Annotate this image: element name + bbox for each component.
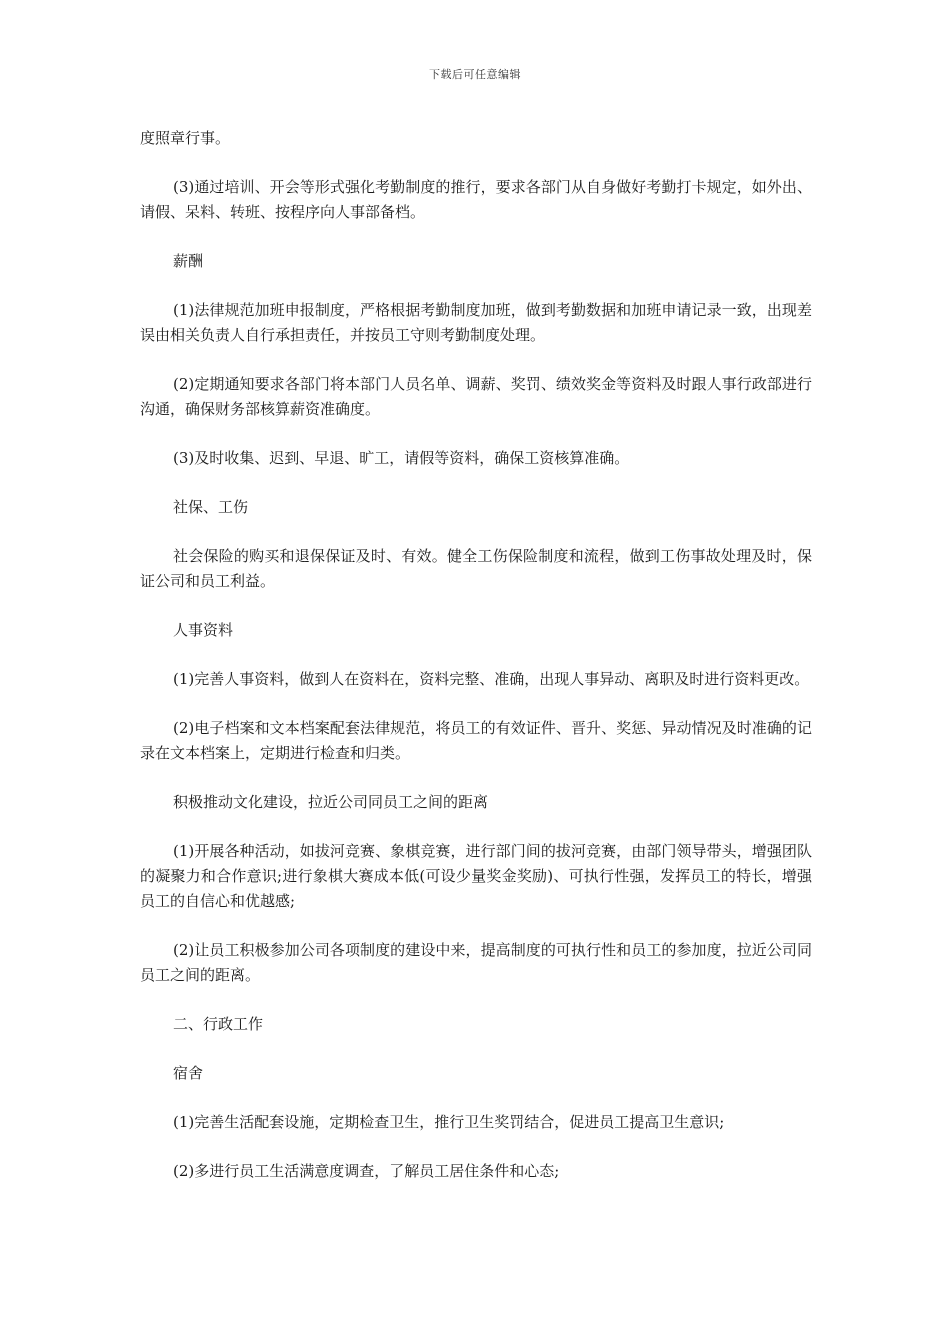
section-heading-salary: 薪酬 [173, 252, 204, 270]
document-body [140, 126, 812, 1208]
paragraph-salary-item-2: (2)定期通知要求各部门将本部门人员名单、调薪、奖罚、绩效奖金等资料及时跟人事行政部进行沟通，确保财务部核算薪资准确度。 [140, 375, 812, 418]
paragraph-salary-item-3: (3)及时收集、迟到、早退、旷工，请假等资料，确保工资核算准确。 [173, 449, 630, 467]
section-heading-culture: 积极推动文化建设，拉近公司同员工之间的距离 [173, 793, 489, 811]
paragraph-continuation: 度照章行事。 [140, 129, 231, 147]
paragraph-salary-item-1: (1)法律规范加班申报制度，严格根据考勤制度加班，做到考勤数据和加班申请记录一致，出现差误由相关负责人自行承担责任，并按员工守则考勤制度处理。 [140, 301, 812, 344]
paragraph-social-insurance: 社会保险的购买和退保保证及时、有效。健全工伤保险制度和流程，做到工伤事故处理及时，保证公司和员工利益。 [140, 547, 812, 590]
paragraph-culture-item-1: (1)开展各种活动，如拔河竞赛、象棋竞赛，进行部门间的拔河竞赛，由部门领导带头，增强团队的凝聚力和合作意识;进行象棋大赛成本低(可设少量奖金奖励)、可执行性强，发挥员工的特长，增强员工的自信心和优越感; [140, 842, 812, 910]
section-heading-personnel-records: 人事资料 [173, 621, 234, 639]
paragraph-dormitory-item-1: (1)完善生活配套设施，定期检查卫生，推行卫生奖罚结合，促进员工提高卫生意识; [173, 1113, 725, 1131]
paragraph-records-item-2: (2)电子档案和文本档案配套法律规范，将员工的有效证件、晋升、奖惩、异动情况及时准确的记录在文本档案上，定期进行检查和归类。 [140, 719, 812, 762]
section-heading-dormitory: 宿舍 [173, 1064, 204, 1082]
paragraph-dormitory-item-2: (2)多进行员工生活满意度调查，了解员工居住条件和心态; [173, 1162, 560, 1180]
paragraph-records-item-1: (1)完善人事资料，做到人在资料在，资料完整、准确，出现人事异动、离职及时进行资料更改。 [173, 670, 810, 688]
section-heading-social-insurance: 社保、工伤 [173, 498, 249, 516]
page-header: 下载后可任意编辑 [429, 68, 521, 81]
paragraph-attendance-item-3: (3)通过培训、开会等形式强化考勤制度的推行，要求各部门从自身做好考勤打卡规定，如外出、请假、呆料、转班、按程序向人事部备档。 [140, 178, 812, 221]
paragraph-culture-item-2: (2)让员工积极参加公司各项制度的建设中来，提高制度的可执行性和员工的参加度，拉近公司同员工之间的距离。 [140, 941, 812, 984]
section-heading-admin-work: 二、行政工作 [173, 1015, 264, 1033]
